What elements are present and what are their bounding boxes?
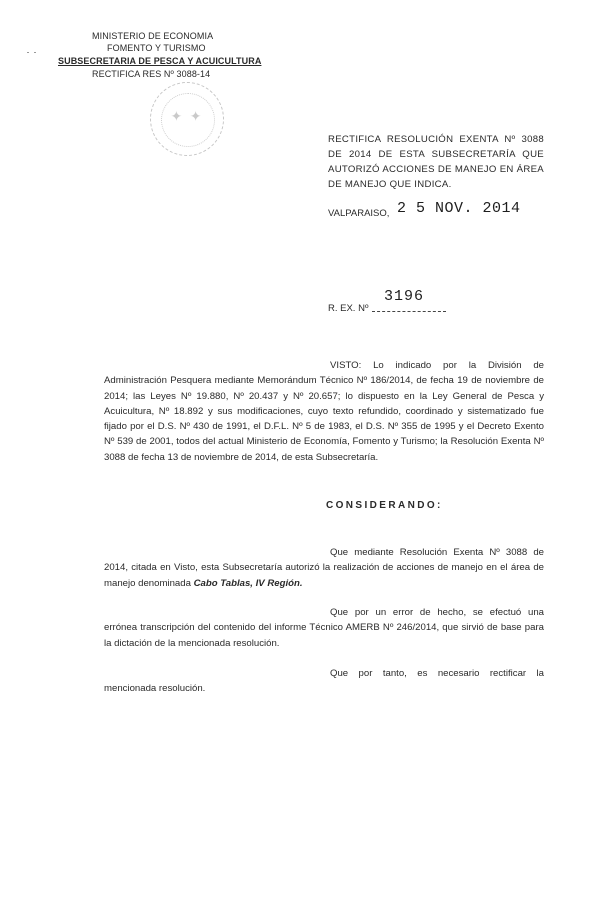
visto-text: VISTO: Lo indicado por la División de Administración Pesquera mediante Memorándum Técnico Nº 186/2014, de fecha 19 de noviembre de 2014; las Leyes Nº 19.880, Nº 20.437 y Nº 20.657; lo dispuesto en la Ley General de Pesca y Acuicultura, Nº 18.892 y sus modificaciones, cuyo texto refundido, coordinado y sistematizado fue fijado por el D.S. Nº 430 de 1991, el D.F.L. Nº 5 de 1983, el D.S. Nº 355 de 1995 y el Decreto Exento Nº 539 de 2001, todos del actual Ministerio de Economía, Fomento y Turismo; la Resolución Exenta Nº 3088 de fecha 13 de noviembre de 2014, de esta Subsecretaría.	[104, 360, 544, 463]
considerando-1-text: Que mediante Resolución Exenta Nº 3088 de 2014, citada en Visto, esta Subsecretaría autorizó la realización de acciones de manejo en el área de manejo denominada	[104, 547, 544, 589]
undersecretariat-name: SUBSECRETARIA DE PESCA Y ACUICULTURA	[58, 56, 262, 66]
scan-speck	[34, 52, 36, 53]
reference-line: RECTIFICA RES Nº 3088-14	[92, 69, 211, 79]
official-seal	[150, 82, 224, 156]
considerando-3	[104, 666, 544, 697]
considerando-1	[104, 545, 544, 591]
area-name: Cabo Tablas, IV Región.	[193, 577, 303, 589]
document-subject: RECTIFICA RESOLUCIÓN EXENTA Nº 3088 DE 2014 DE ESTA SUBSECRETARÍA QUE AUTORIZÓ ACCIONES DE MANEJO EN ÁREA DE MANEJO QUE INDICA.	[328, 134, 544, 190]
resolution-label: R. EX. Nº	[328, 303, 369, 314]
seal-mark: ✦ ✦	[170, 110, 204, 125]
place-label: VALPARAISO,	[328, 208, 390, 219]
visto-paragraph	[104, 358, 544, 465]
considerando-2	[104, 605, 544, 651]
resolution-number: 3196	[384, 288, 425, 305]
scan-speck	[27, 52, 29, 53]
ministry-name: MINISTERIO DE ECONOMIA	[92, 31, 214, 41]
considerando-heading: CONSIDERANDO:	[326, 500, 443, 511]
resolution-underline	[372, 311, 446, 312]
ministry-subtitle: FOMENTO Y TURISMO	[107, 43, 206, 53]
considerando-3-text: Que por tanto, es necesario rectificar la mencionada resolución.	[104, 668, 544, 695]
considerando-2-text: Que por un error de hecho, se efectuó una errónea transcripción del contenido del informe Técnico AMERB Nº 246/2014, que sirvió de base para la dictación de la mencionada resolución.	[104, 607, 544, 649]
document-date: 2 5 NOV. 2014	[397, 200, 521, 217]
